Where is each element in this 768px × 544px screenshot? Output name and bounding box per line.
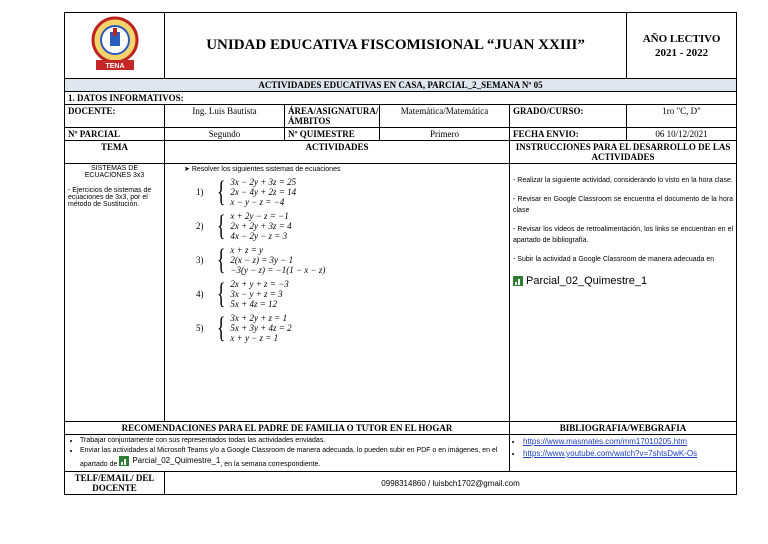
school-logo-cell bbox=[65, 13, 165, 79]
instruction-1: - Realizar la siguiente actividad, considerando lo visto en la hora clase. bbox=[513, 177, 733, 184]
parcial-label: Nº PARCIAL bbox=[65, 128, 165, 141]
bibliography-link-2[interactable]: https://www.youtube.com/watch?v=7shtsDwK-Os bbox=[523, 449, 698, 458]
arrow-bullet-icon: ➤ bbox=[184, 166, 190, 173]
col-tema: TEMA bbox=[65, 141, 165, 164]
brace-icon: { bbox=[216, 311, 226, 344]
grado-label: GRADO/CURSO: bbox=[510, 105, 627, 128]
parcial-value: Segundo bbox=[165, 128, 285, 141]
equation-system bbox=[196, 177, 506, 207]
brace-icon: { bbox=[216, 209, 226, 242]
equation: x + y − z = 1 bbox=[230, 333, 279, 343]
quimestre-label: Nº QUIMESTRE bbox=[285, 128, 380, 141]
equation: x + z = y bbox=[230, 245, 264, 255]
equation: x − y − z = −4 bbox=[230, 197, 285, 207]
quimestre-value: Primero bbox=[380, 128, 510, 141]
area-label: ÁREA/ASIGNATURA/ ÁMBITOS bbox=[285, 105, 380, 128]
instructions-cell bbox=[510, 164, 737, 422]
equation: 2x − 4y + 2z = 14 bbox=[230, 187, 297, 197]
bibliography-title: BIBLIOGRAFIA/WEBGRAFIA bbox=[510, 422, 737, 435]
equation-system bbox=[196, 279, 506, 309]
bibliography-link-1[interactable]: https://www.masmates.com/mm17010205.htm bbox=[523, 437, 688, 446]
area-value: Matemática/Matemática bbox=[380, 105, 510, 128]
document-sheet bbox=[64, 12, 736, 495]
docente-value: Ing. Luis Bautista bbox=[165, 105, 285, 128]
activities-cell bbox=[165, 164, 510, 422]
school-name: UNIDAD EDUCATIVA FISCOMISIONAL “JUAN XXIII” bbox=[165, 13, 627, 79]
system-number: 5) bbox=[196, 323, 204, 333]
system-number: 2) bbox=[196, 221, 204, 231]
equation: −3(y − z) = −1(1 − x − z) bbox=[230, 265, 326, 275]
recommendation-attachment-link[interactable]: Parcial_02_Quimestre_1 bbox=[119, 456, 220, 466]
system-number: 4) bbox=[196, 289, 204, 299]
col-instrucciones: INSTRUCCIONES PARA EL DESARROLLO DE LAS ACTIVIDADES bbox=[510, 141, 737, 164]
tema-cell bbox=[65, 164, 165, 422]
recommendation-2: • Enviar las actividades al Microsoft Teams y/o a Google Classroom de manera adecuada, lo pueden subir en PDF o en imágenes, en el apartado de Parcial_02_Quimestre_1 , en la semana correspondiente. bbox=[80, 446, 506, 470]
tema-desc: - Ejercicios de sistemas de ecuaciones de 3x3, por el método de Sustitución. bbox=[68, 187, 152, 208]
school-crest-icon bbox=[84, 14, 146, 72]
equation: 3x + 2y + z = 1 bbox=[230, 313, 288, 323]
instruction-2: - Revisar en Google Classroom se encuentra el documento de la hora clase bbox=[513, 196, 734, 214]
activities-intro: ➤ Resolver los siguientes sistemas de ecuaciones bbox=[184, 166, 341, 173]
brace-icon: { bbox=[216, 243, 226, 276]
equation-systems bbox=[168, 177, 506, 343]
fecha-value: 06 10/12/2021 bbox=[627, 128, 737, 141]
classroom-attachment-link[interactable]: Parcial_02_Quimestre_1 bbox=[513, 275, 647, 287]
equation-system bbox=[196, 313, 506, 343]
docente-label: DOCENTE: bbox=[65, 105, 165, 128]
instruction-4: - Subir la actividad a Google Classroom de manera adecuada en bbox=[513, 256, 715, 263]
contact-label: TELF/EMAIL/ DEL DOCENTE bbox=[65, 472, 165, 495]
col-actividades: ACTIVIDADES bbox=[165, 141, 510, 164]
school-year: AÑO LECTIVO 2021 - 2022 bbox=[627, 13, 737, 79]
equation: 2x + y + z = −3 bbox=[230, 279, 289, 289]
contact-value: 0998314860 / luisbch1702@gmail.com bbox=[165, 472, 737, 495]
system-number: 1) bbox=[196, 187, 204, 197]
equation: 5x + 4z = 12 bbox=[230, 299, 278, 309]
section-title: 1. DATOS INFORMATIVOS: bbox=[65, 92, 737, 105]
equation: x + 2y − z = −1 bbox=[230, 211, 289, 221]
recommendations-title: RECOMENDACIONES PARA EL PADRE DE FAMILIA O TUTOR EN EL HOGAR bbox=[65, 422, 510, 435]
grado-value: 1ro "C, D" bbox=[627, 105, 737, 128]
equation: 2x + 2y + 3z = 4 bbox=[230, 221, 292, 231]
sheets-icon bbox=[119, 456, 129, 466]
banner: ACTIVIDADES EDUCATIVAS EN CASA, PARCIAL_2_SEMANA Nº 05 bbox=[65, 79, 737, 92]
svg-text:TENA: TENA bbox=[104, 63, 125, 70]
system-number: 3) bbox=[196, 255, 204, 265]
equation: 4x − 2y − z = 3 bbox=[230, 231, 288, 241]
sheets-icon bbox=[513, 276, 523, 286]
fecha-label: FECHA ENVIO: bbox=[510, 128, 627, 141]
equation: 2(x − z) = 3y − 1 bbox=[230, 255, 294, 265]
instruction-3: - Revisar los videos de retroalimentación, los links se encuentran en el apartado de bibliografía. bbox=[513, 226, 734, 244]
recommendations-cell bbox=[65, 435, 510, 472]
tema-title: SISTEMAS DE ECUACIONES 3x3 bbox=[84, 165, 145, 179]
equation: 5x + 3y + 4z = 2 bbox=[230, 323, 292, 333]
recommendation-1: • Trabajar conjuntamente con sus representados todas las actividades enviadas. bbox=[80, 436, 506, 446]
brace-icon: { bbox=[216, 175, 226, 208]
equation-system bbox=[196, 245, 506, 275]
activity-form bbox=[64, 12, 737, 495]
equation: 3x − 2y + 3z = 25 bbox=[230, 177, 297, 187]
equation: 3x − y + z = 3 bbox=[230, 289, 283, 299]
equation-system bbox=[196, 211, 506, 241]
bibliography-cell bbox=[510, 435, 737, 472]
brace-icon: { bbox=[216, 277, 226, 310]
